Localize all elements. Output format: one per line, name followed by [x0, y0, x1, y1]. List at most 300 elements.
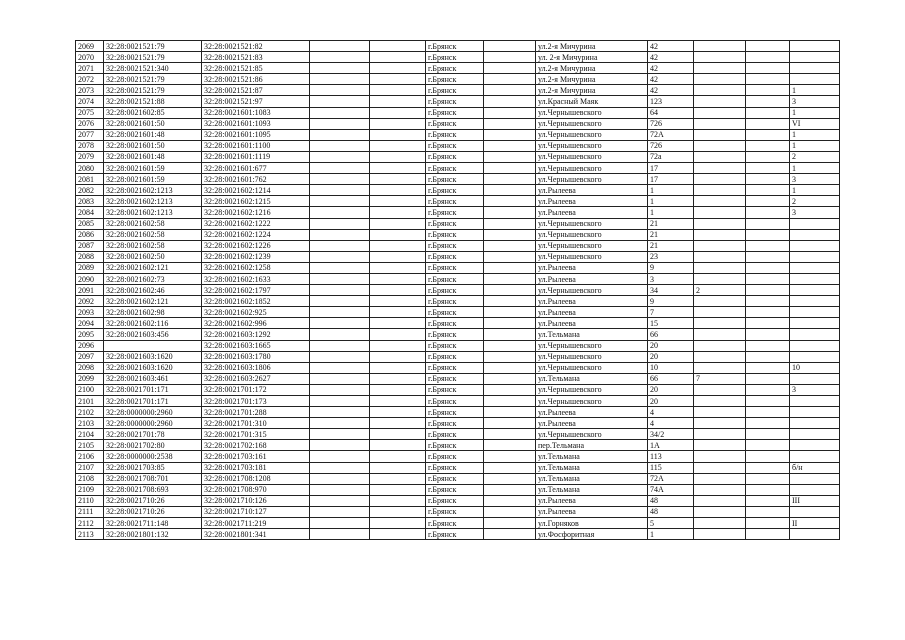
- cell-parent-cadastral-number: 32:28:0021601:48: [104, 129, 202, 140]
- cell-cadastral-number: 32:28:0021603:1806: [202, 362, 310, 373]
- cell-apartment-number: 1: [790, 140, 840, 151]
- cell-street: ул.Рылеева: [536, 307, 648, 318]
- cell-cadastral-number: 32:28:0021601:677: [202, 163, 310, 174]
- cell-parent-cadastral-number: 32:28:0021521:79: [104, 41, 202, 52]
- cell-apartment-number: II: [790, 518, 840, 529]
- cell-city: г.Брянск: [426, 384, 484, 395]
- cell-parent-cadastral-number: 32:28:0021710:26: [104, 495, 202, 506]
- cell-blank-column-b: [370, 229, 426, 240]
- cell-street: ул.Чернышевского: [536, 140, 648, 151]
- cell-row-number: 2108: [76, 473, 104, 484]
- cell-city: г.Брянск: [426, 218, 484, 229]
- cell-house-number: 3: [648, 273, 694, 284]
- cell-row-number: 2083: [76, 196, 104, 207]
- cell-blank-column-b: [370, 473, 426, 484]
- cell-city: г.Брянск: [426, 41, 484, 52]
- cell-blank-column-b: [370, 462, 426, 473]
- cell-apartment-number: 1: [790, 185, 840, 196]
- table-row: [76, 96, 840, 107]
- cell-blank-column-a: [310, 285, 370, 296]
- cell-blank-column-c: [484, 440, 536, 451]
- cell-city: г.Брянск: [426, 362, 484, 373]
- cell-row-number: 2112: [76, 518, 104, 529]
- cell-apartment-number: [790, 63, 840, 74]
- cell-blank-column-b: [370, 262, 426, 273]
- cell-parent-cadastral-number: 32:28:0021708:701: [104, 473, 202, 484]
- cell-blank-column-b: [370, 207, 426, 218]
- cell-street: ул.Чернышевского: [536, 129, 648, 140]
- cell-blank-column-c: [484, 63, 536, 74]
- cell-blank-column-a: [310, 418, 370, 429]
- cell-apartment-number: 1: [790, 107, 840, 118]
- cell-house-number: 1А: [648, 440, 694, 451]
- cell-cadastral-number: 32:28:0021702:168: [202, 440, 310, 451]
- cell-building-number: [694, 418, 746, 429]
- cell-blank-column-c: [484, 118, 536, 129]
- cell-building-number: [694, 518, 746, 529]
- cell-apartment-number: [790, 318, 840, 329]
- cell-cadastral-number: 32:28:0021703:161: [202, 451, 310, 462]
- cell-building-number: [694, 440, 746, 451]
- cell-house-number: 21: [648, 240, 694, 251]
- cell-city: г.Брянск: [426, 473, 484, 484]
- cell-blank-column-d: [746, 240, 790, 251]
- cell-row-number: 2070: [76, 52, 104, 63]
- cell-row-number: 2090: [76, 273, 104, 284]
- cell-row-number: 2103: [76, 418, 104, 429]
- cell-blank-column-c: [484, 495, 536, 506]
- cell-blank-column-d: [746, 373, 790, 384]
- cell-blank-column-b: [370, 196, 426, 207]
- cell-parent-cadastral-number: 32:28:0021703:85: [104, 462, 202, 473]
- cell-building-number: [694, 407, 746, 418]
- cell-house-number: 4: [648, 418, 694, 429]
- cell-blank-column-c: [484, 373, 536, 384]
- cell-street: ул.Рылеева: [536, 418, 648, 429]
- cell-building-number: [694, 329, 746, 340]
- cell-blank-column-c: [484, 185, 536, 196]
- cell-blank-column-d: [746, 451, 790, 462]
- cell-cadastral-number: 32:28:0021603:1665: [202, 340, 310, 351]
- cell-parent-cadastral-number: 32:28:0021602:58: [104, 218, 202, 229]
- cell-city: г.Брянск: [426, 273, 484, 284]
- table-row: [76, 52, 840, 63]
- cell-blank-column-b: [370, 307, 426, 318]
- table-row: [76, 207, 840, 218]
- cell-blank-column-c: [484, 429, 536, 440]
- cell-parent-cadastral-number: 32:28:0021521:79: [104, 52, 202, 63]
- cell-blank-column-c: [484, 207, 536, 218]
- cell-street: ул.Тельмана: [536, 484, 648, 495]
- cell-building-number: [694, 185, 746, 196]
- cell-parent-cadastral-number: 32:28:0021602:73: [104, 273, 202, 284]
- cell-apartment-number: [790, 296, 840, 307]
- cell-building-number: [694, 41, 746, 52]
- cell-blank-column-b: [370, 118, 426, 129]
- table-row: [76, 484, 840, 495]
- cell-city: г.Брянск: [426, 307, 484, 318]
- cell-apartment-number: [790, 351, 840, 362]
- cell-blank-column-c: [484, 229, 536, 240]
- cell-house-number: 72А: [648, 129, 694, 140]
- cell-building-number: [694, 340, 746, 351]
- cell-blank-column-c: [484, 41, 536, 52]
- cell-parent-cadastral-number: 32:28:0021602:58: [104, 229, 202, 240]
- cell-apartment-number: [790, 41, 840, 52]
- cell-house-number: 7: [648, 307, 694, 318]
- cell-cadastral-number: 32:28:0021602:1215: [202, 196, 310, 207]
- cell-cadastral-number: 32:28:0021602:1222: [202, 218, 310, 229]
- cell-street: ул.Чернышевского: [536, 396, 648, 407]
- cell-city: г.Брянск: [426, 484, 484, 495]
- table-row: [76, 174, 840, 185]
- cell-blank-column-b: [370, 163, 426, 174]
- cell-city: г.Брянск: [426, 140, 484, 151]
- cell-building-number: [694, 174, 746, 185]
- cell-blank-column-b: [370, 296, 426, 307]
- cell-blank-column-d: [746, 484, 790, 495]
- cell-blank-column-a: [310, 151, 370, 162]
- cell-row-number: 2074: [76, 96, 104, 107]
- cell-cadastral-number: 32:28:0021602:1214: [202, 185, 310, 196]
- cell-blank-column-b: [370, 340, 426, 351]
- cell-blank-column-d: [746, 151, 790, 162]
- cell-cadastral-number: 32:28:0021701:310: [202, 418, 310, 429]
- cell-row-number: 2071: [76, 63, 104, 74]
- cell-row-number: 2095: [76, 329, 104, 340]
- table-row: [76, 318, 840, 329]
- cell-row-number: 2110: [76, 495, 104, 506]
- cell-building-number: [694, 273, 746, 284]
- cell-cadastral-number: 32:28:0021603:1780: [202, 351, 310, 362]
- cell-cadastral-number: 32:28:0021701:288: [202, 407, 310, 418]
- cell-parent-cadastral-number: 32:28:0021701:171: [104, 384, 202, 395]
- cell-cadastral-number: 32:28:0021602:1226: [202, 240, 310, 251]
- cell-blank-column-b: [370, 429, 426, 440]
- cell-blank-column-b: [370, 407, 426, 418]
- cell-blank-column-b: [370, 251, 426, 262]
- cell-blank-column-b: [370, 63, 426, 74]
- cell-blank-column-d: [746, 140, 790, 151]
- cell-blank-column-a: [310, 41, 370, 52]
- cell-city: г.Брянск: [426, 462, 484, 473]
- cell-parent-cadastral-number: 32:28:0000000:2538: [104, 451, 202, 462]
- cell-parent-cadastral-number: 32:28:0021701:171: [104, 396, 202, 407]
- cell-house-number: 48: [648, 506, 694, 517]
- cell-apartment-number: 3: [790, 207, 840, 218]
- table-row: [76, 140, 840, 151]
- table-row: [76, 396, 840, 407]
- cell-blank-column-a: [310, 85, 370, 96]
- cell-city: г.Брянск: [426, 163, 484, 174]
- cell-blank-column-a: [310, 340, 370, 351]
- cell-street: ул.Рылеева: [536, 196, 648, 207]
- cell-blank-column-a: [310, 318, 370, 329]
- cell-apartment-number: VI: [790, 118, 840, 129]
- cell-cadastral-number: 32:28:0021603:2627: [202, 373, 310, 384]
- table-row: [76, 473, 840, 484]
- cell-house-number: 123: [648, 96, 694, 107]
- cell-blank-column-a: [310, 484, 370, 495]
- cell-row-number: 2075: [76, 107, 104, 118]
- cell-row-number: 2094: [76, 318, 104, 329]
- cell-apartment-number: [790, 329, 840, 340]
- cell-blank-column-a: [310, 140, 370, 151]
- cell-blank-column-b: [370, 484, 426, 495]
- cell-blank-column-b: [370, 373, 426, 384]
- cell-cadastral-number: 32:28:0021601:1119: [202, 151, 310, 162]
- cell-building-number: [694, 229, 746, 240]
- cell-building-number: [694, 74, 746, 85]
- cell-blank-column-b: [370, 185, 426, 196]
- cell-blank-column-d: [746, 351, 790, 362]
- cell-blank-column-a: [310, 462, 370, 473]
- cell-blank-column-b: [370, 129, 426, 140]
- cell-blank-column-b: [370, 362, 426, 373]
- cell-city: г.Брянск: [426, 74, 484, 85]
- cell-blank-column-a: [310, 74, 370, 85]
- table-row: [76, 251, 840, 262]
- cell-cadastral-number: 32:28:0021602:925: [202, 307, 310, 318]
- cell-cadastral-number: 32:28:0021601:1093: [202, 118, 310, 129]
- cell-parent-cadastral-number: 32:28:0021602:1213: [104, 207, 202, 218]
- cell-house-number: 42: [648, 85, 694, 96]
- cell-apartment-number: 1: [790, 85, 840, 96]
- table-row: [76, 85, 840, 96]
- cell-blank-column-c: [484, 174, 536, 185]
- cell-blank-column-b: [370, 506, 426, 517]
- cell-parent-cadastral-number: 32:28:0021603:456: [104, 329, 202, 340]
- cell-cadastral-number: 32:28:0021801:341: [202, 529, 310, 540]
- cell-cadastral-number: 32:28:0021601:1100: [202, 140, 310, 151]
- cell-city: г.Брянск: [426, 418, 484, 429]
- cell-row-number: 2093: [76, 307, 104, 318]
- cell-row-number: 2072: [76, 74, 104, 85]
- cell-street: ул.Рылеева: [536, 407, 648, 418]
- cell-house-number: 1: [648, 185, 694, 196]
- cell-street: ул.Чернышевского: [536, 174, 648, 185]
- cell-building-number: [694, 362, 746, 373]
- cell-parent-cadastral-number: 32:28:0021602:50: [104, 251, 202, 262]
- cell-street: ул.Рылеева: [536, 296, 648, 307]
- cell-house-number: 115: [648, 462, 694, 473]
- cell-blank-column-d: [746, 174, 790, 185]
- cell-house-number: 15: [648, 318, 694, 329]
- cell-row-number: 2113: [76, 529, 104, 540]
- cell-apartment-number: [790, 52, 840, 63]
- table-row: [76, 440, 840, 451]
- cell-blank-column-c: [484, 96, 536, 107]
- cell-blank-column-d: [746, 407, 790, 418]
- cell-street: ул.Рылеева: [536, 185, 648, 196]
- cell-cadastral-number: 32:28:0021703:181: [202, 462, 310, 473]
- cell-apartment-number: 3: [790, 384, 840, 395]
- cell-house-number: 66: [648, 373, 694, 384]
- cell-city: г.Брянск: [426, 174, 484, 185]
- cell-building-number: 7: [694, 373, 746, 384]
- cell-street: ул.Чернышевского: [536, 384, 648, 395]
- cell-apartment-number: [790, 251, 840, 262]
- cell-parent-cadastral-number: 32:28:0021521:79: [104, 74, 202, 85]
- cell-city: г.Брянск: [426, 240, 484, 251]
- table-row: [76, 384, 840, 395]
- cell-blank-column-a: [310, 451, 370, 462]
- cell-street: ул.2-я Мичурина: [536, 85, 648, 96]
- cell-parent-cadastral-number: 32:28:0021602:121: [104, 296, 202, 307]
- cell-street: пер.Тельмана: [536, 440, 648, 451]
- table-row: [76, 329, 840, 340]
- cell-street: ул.Фосфоритная: [536, 529, 648, 540]
- cell-blank-column-b: [370, 151, 426, 162]
- cell-blank-column-d: [746, 196, 790, 207]
- cell-apartment-number: [790, 429, 840, 440]
- cell-city: г.Брянск: [426, 129, 484, 140]
- cell-house-number: 48: [648, 495, 694, 506]
- cell-row-number: 2111: [76, 506, 104, 517]
- cell-blank-column-b: [370, 285, 426, 296]
- cell-parent-cadastral-number: 32:28:0021521:340: [104, 63, 202, 74]
- cell-house-number: 5: [648, 518, 694, 529]
- cell-city: г.Брянск: [426, 396, 484, 407]
- cell-parent-cadastral-number: 32:28:0000000:2960: [104, 407, 202, 418]
- cell-blank-column-d: [746, 285, 790, 296]
- table-row: [76, 118, 840, 129]
- cell-city: г.Брянск: [426, 85, 484, 96]
- table-row: [76, 429, 840, 440]
- cell-row-number: 2096: [76, 340, 104, 351]
- cell-parent-cadastral-number: 32:28:0021602:46: [104, 285, 202, 296]
- table-row: [76, 240, 840, 251]
- cell-blank-column-a: [310, 196, 370, 207]
- cell-house-number: 34: [648, 285, 694, 296]
- cell-row-number: 2080: [76, 163, 104, 174]
- cell-blank-column-a: [310, 218, 370, 229]
- cell-building-number: [694, 484, 746, 495]
- cell-blank-column-a: [310, 118, 370, 129]
- cell-blank-column-c: [484, 473, 536, 484]
- cell-house-number: 726: [648, 118, 694, 129]
- cell-apartment-number: [790, 440, 840, 451]
- cell-blank-column-c: [484, 506, 536, 517]
- cell-building-number: [694, 429, 746, 440]
- cell-parent-cadastral-number: 32:28:0021708:693: [104, 484, 202, 495]
- cell-apartment-number: [790, 451, 840, 462]
- cell-apartment-number: [790, 240, 840, 251]
- cell-blank-column-c: [484, 240, 536, 251]
- table-body: [76, 41, 840, 540]
- cell-row-number: 2088: [76, 251, 104, 262]
- cell-row-number: 2086: [76, 229, 104, 240]
- cell-blank-column-c: [484, 407, 536, 418]
- cell-blank-column-d: [746, 163, 790, 174]
- cell-apartment-number: [790, 484, 840, 495]
- table-row: [76, 518, 840, 529]
- cell-blank-column-b: [370, 318, 426, 329]
- table-row: [76, 373, 840, 384]
- cell-building-number: [694, 262, 746, 273]
- cell-blank-column-c: [484, 351, 536, 362]
- table-row: [76, 529, 840, 540]
- cell-blank-column-d: [746, 52, 790, 63]
- cell-house-number: 20: [648, 384, 694, 395]
- cell-house-number: 9: [648, 296, 694, 307]
- table-row: [76, 351, 840, 362]
- cell-apartment-number: 2: [790, 196, 840, 207]
- cell-city: г.Брянск: [426, 407, 484, 418]
- cell-house-number: 72а: [648, 151, 694, 162]
- cell-cadastral-number: 32:28:0021521:83: [202, 52, 310, 63]
- cell-building-number: [694, 218, 746, 229]
- cell-building-number: [694, 473, 746, 484]
- cell-cadastral-number: 32:28:0021711:219: [202, 518, 310, 529]
- cell-street: ул. 2-я Мичурина: [536, 52, 648, 63]
- cell-blank-column-c: [484, 384, 536, 395]
- cell-city: г.Брянск: [426, 207, 484, 218]
- cell-city: г.Брянск: [426, 285, 484, 296]
- cell-apartment-number: [790, 340, 840, 351]
- cell-apartment-number: [790, 273, 840, 284]
- cell-cadastral-number: 32:28:0021521:97: [202, 96, 310, 107]
- cell-cadastral-number: 32:28:0021710:126: [202, 495, 310, 506]
- cell-blank-column-d: [746, 107, 790, 118]
- cell-parent-cadastral-number: 32:28:0000000:2960: [104, 418, 202, 429]
- cell-city: г.Брянск: [426, 196, 484, 207]
- cell-blank-column-d: [746, 473, 790, 484]
- cell-apartment-number: 1: [790, 163, 840, 174]
- cell-apartment-number: [790, 218, 840, 229]
- cell-city: г.Брянск: [426, 96, 484, 107]
- cell-blank-column-d: [746, 506, 790, 517]
- cell-blank-column-b: [370, 518, 426, 529]
- cell-street: ул.Горняков: [536, 518, 648, 529]
- cell-cadastral-number: 32:28:0021602:1633: [202, 273, 310, 284]
- cell-parent-cadastral-number: 32:28:0021521:79: [104, 85, 202, 96]
- cell-blank-column-d: [746, 340, 790, 351]
- cell-row-number: 2091: [76, 285, 104, 296]
- cell-cadastral-number: 32:28:0021521:86: [202, 74, 310, 85]
- cell-city: г.Брянск: [426, 373, 484, 384]
- table-row: [76, 185, 840, 196]
- cell-building-number: [694, 296, 746, 307]
- cell-blank-column-c: [484, 329, 536, 340]
- cell-blank-column-a: [310, 529, 370, 540]
- cell-blank-column-a: [310, 407, 370, 418]
- cell-building-number: [694, 151, 746, 162]
- cell-parent-cadastral-number: [104, 340, 202, 351]
- cell-blank-column-c: [484, 163, 536, 174]
- cell-row-number: 2081: [76, 174, 104, 185]
- cell-blank-column-a: [310, 384, 370, 395]
- table-row: [76, 262, 840, 273]
- cell-blank-column-c: [484, 462, 536, 473]
- cell-apartment-number: [790, 529, 840, 540]
- cell-street: ул.Рылеева: [536, 262, 648, 273]
- cell-blank-column-a: [310, 362, 370, 373]
- cell-city: г.Брянск: [426, 440, 484, 451]
- cell-blank-column-b: [370, 529, 426, 540]
- cell-blank-column-d: [746, 129, 790, 140]
- cell-house-number: 4: [648, 407, 694, 418]
- cell-city: г.Брянск: [426, 118, 484, 129]
- cell-blank-column-a: [310, 240, 370, 251]
- cell-blank-column-d: [746, 74, 790, 85]
- cell-blank-column-d: [746, 329, 790, 340]
- table-row: [76, 273, 840, 284]
- cell-blank-column-c: [484, 285, 536, 296]
- cell-apartment-number: 3: [790, 96, 840, 107]
- cell-city: г.Брянск: [426, 451, 484, 462]
- cell-cadastral-number: 32:28:0021602:1258: [202, 262, 310, 273]
